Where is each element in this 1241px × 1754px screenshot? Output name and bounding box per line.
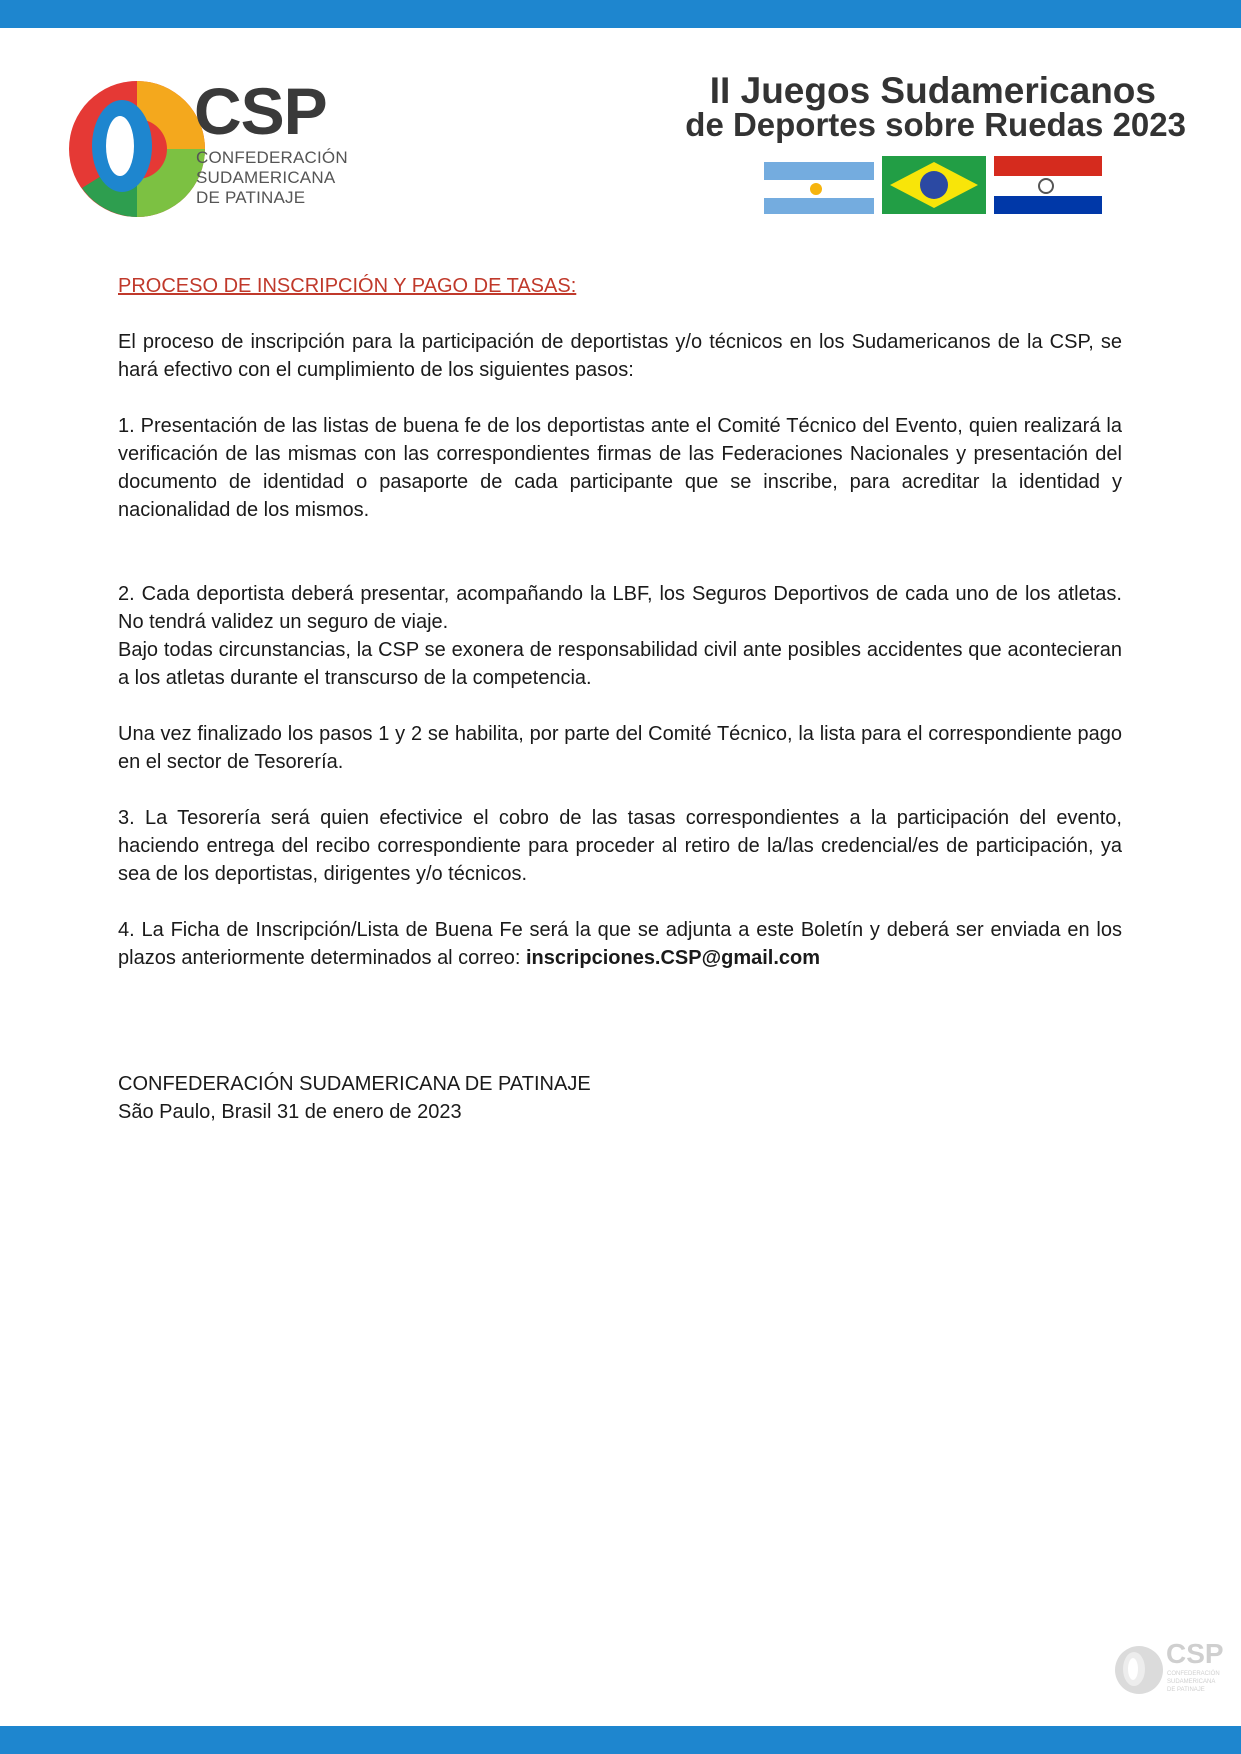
- signature-block: [118, 1070, 1122, 1126]
- watermark-ring-icon: [1114, 1642, 1164, 1698]
- top-border-bar: [0, 0, 1241, 28]
- paraguay-flag-icon: [994, 156, 1102, 214]
- watermark-subtitle: [1167, 1670, 1220, 1694]
- signature-organization: CONFEDERACIÓN SUDAMERICANA DE PATINAJE: [118, 1073, 591, 1095]
- disclaimer-paragraph: Bajo todas circunstancias, la CSP se exonera de responsabilidad civil ante posibles accidentes que acontecieran a los atletas durante el transcurso de la competencia.: [118, 639, 1122, 689]
- logo-abbreviation: CSP: [194, 74, 327, 148]
- logo-line: CONFEDERACIÓN: [196, 148, 348, 167]
- after-steps-paragraph: Una vez finalizado los pasos 1 y 2 se habilita, por parte del Comité Técnico, la lista para el correspondiente pago en el sector de Tesorería.: [118, 723, 1122, 773]
- email-address: inscripciones.CSP@gmail.com: [526, 947, 821, 969]
- bottom-border-bar: [0, 1726, 1241, 1754]
- step-2-paragraph: 2. Cada deportista deberá presentar, acompañando la LBF, los Seguros Deportivos de cada uno de los atletas. No tendrá validez un seguro de viaje.: [118, 583, 1122, 633]
- csp-watermark-logo: [1114, 1640, 1224, 1702]
- event-subtitle: de Deportes sobre Ruedas 2023: [685, 106, 1186, 143]
- watermark-line: CONFEDERACIÓN: [1167, 1671, 1220, 1677]
- flags-banner: [764, 150, 1104, 220]
- event-title: II Juegos Sudamericanos: [709, 70, 1156, 111]
- logo-line: SUDAMERICANA: [196, 168, 336, 187]
- argentina-flag-icon: [764, 162, 874, 214]
- watermark-line: SUDAMERICANA: [1167, 1679, 1216, 1685]
- csp-logo-ring-icon: [62, 76, 212, 222]
- intro-paragraph: El proceso de inscripción para la participación de deportistas y/o técnicos en los Sudamericanos de la CSP, se hará efectivo con el cumplimiento de los siguientes pasos:: [118, 331, 1122, 381]
- step-1-paragraph: 1. Presentación de las listas de buena fe de los deportistas ante el Comité Técnico del Evento, quien realizará la verificación de las mismas con las correspondientes firmas de las Federaciones Nacionales y presentación del documento de identidad o pasaporte de cada participante que se inscribe, para acreditar la identidad y nacionalidad de los mismos.: [118, 415, 1122, 521]
- watermark-abbreviation: CSP: [1166, 1638, 1224, 1669]
- document-title: PROCESO DE INSCRIPCIÓN Y PAGO DE TASAS:: [118, 275, 577, 297]
- step-4-paragraph: [118, 916, 1122, 972]
- step-3-paragraph: 3. La Tesorería será quien efectivice el cobro de las tasas correspondientes a la participación del evento, haciendo entrega del recibo correspondiente para proceder al retiro de la/las credencial/es de participación, ya sea de los deportistas, dirigentes y/o técnicos.: [118, 807, 1122, 885]
- event-header: [680, 70, 1200, 220]
- watermark-line: DE PATINAJE: [1167, 1687, 1205, 1693]
- csp-logo: [62, 74, 348, 224]
- step-4-text: 4. La Ficha de Inscripción/Lista de Buena Fe será la que se adjunta a este Boletín y deberá ser enviada en los plazos anteriormente determinados al correo:: [118, 919, 1122, 969]
- document-body: [118, 272, 1122, 1126]
- signature-place-date: São Paulo, Brasil 31 de enero de 2023: [118, 1101, 462, 1123]
- logo-line: DE PATINAJE: [196, 188, 306, 207]
- logo-subtitle: [196, 148, 348, 208]
- brazil-flag-icon: [882, 156, 986, 214]
